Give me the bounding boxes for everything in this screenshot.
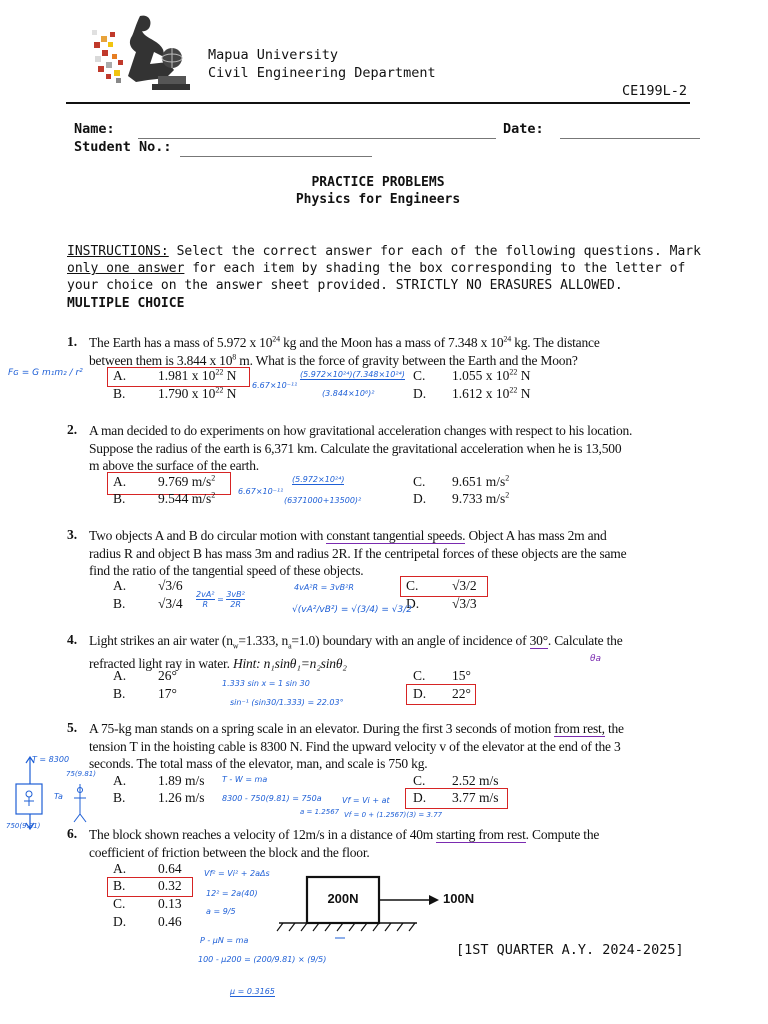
q6-option-b[interactable]: B. 0.32 <box>113 878 182 893</box>
course-code: CE199L-2 <box>622 83 688 99</box>
university-name: Mapua University <box>208 47 339 63</box>
question-2-text: A man decided to do experiments on how gravitational acceleration changes with respect to his location. Suppose the radius of the earth is 6,371 km. Calculate the gravitational acceleration when he is 13,500 m above the surface of the earth. <box>89 423 633 473</box>
q3-note-eq3: √(vA²/vB²) = √(3/4) = √3/2 <box>292 605 412 615</box>
q2-option-b[interactable]: B. 9.544 $m/s^2$ <box>113 490 216 506</box>
q4-option-d[interactable]: D. 22° <box>413 686 471 701</box>
q4-option-a[interactable]: A. 26° <box>113 668 177 683</box>
q6-option-c[interactable]: C. 0.13 <box>113 896 182 911</box>
q1-note-formula: Fɢ = G m₁m₂ / r² <box>8 368 83 378</box>
question-3-text: Two objects A and B do circular motion with constant tangential speeds. Object A has mass 2m and radius R and object B has mass 3m and radius 2R. If the centripetal forces of these objects are the same find the ratio of the tangential speed of these objects. <box>89 528 627 578</box>
block-diagram <box>275 872 515 942</box>
q6-option-d[interactable]: D. 0.46 <box>113 914 182 929</box>
q5-note-eq5: Vf = 0 + (1.2567)(3) = 3.77 <box>344 811 443 819</box>
title-line-2: Physics for Engineers <box>295 192 461 207</box>
q5-note-eq4: Vf = Vi + at <box>342 796 390 805</box>
instructions-emphasis: only one answer <box>67 261 185 276</box>
q2-note-prefix: 6.67×10⁻¹¹ <box>238 487 284 496</box>
student-no-label: Student No.: <box>74 139 172 155</box>
footer-term: [1ST QUARTER A.Y. 2024-2025] <box>456 942 684 958</box>
header-rule <box>66 102 690 104</box>
block-weight-label: 200N <box>327 891 359 906</box>
section-title: MULTIPLE CHOICE <box>67 296 185 311</box>
question-number-5: 5. <box>67 720 78 735</box>
q6-note-eq3: a = 9/5 <box>206 907 236 916</box>
q4-note-eq2: sin⁻¹ (sin30/1.333) = 22.03° <box>230 698 344 707</box>
university-logo <box>92 12 194 94</box>
q4-note-eq1: 1.333 sin x = 1 sin 30 <box>222 679 310 688</box>
name-label: Name: <box>74 121 115 137</box>
q1-note-prefix: 6.67×10⁻¹¹ <box>252 381 298 390</box>
q5-option-d[interactable]: D. 3.77 m/s <box>413 790 499 805</box>
q2-option-d[interactable]: D. 9.733 $m/s^2$ <box>413 490 510 506</box>
date-label: Date: <box>503 121 544 137</box>
title-line-1: PRACTICE PROBLEMS <box>311 175 445 190</box>
q2-option-a[interactable]: A. 9.769 $m/s^2$ <box>113 473 216 489</box>
q1-note-denominator: (3.844×10⁸)² <box>322 389 375 398</box>
date-line[interactable] <box>560 138 700 139</box>
q3-note-eq1: $\frac{\text{2vA²}}{R}$ = $\frac{\text{3vB²}}{2R}$ <box>196 590 245 609</box>
question-number-6: 6. <box>67 826 78 841</box>
q4-option-b[interactable]: B. 17° <box>113 686 177 701</box>
q3-option-a[interactable]: A. √3/6 <box>113 578 183 593</box>
q2-option-c[interactable]: C. 9.651 $m/s^2$ <box>413 473 510 489</box>
q5-option-c[interactable]: C. 2.52 m/s <box>413 773 499 788</box>
q3-option-c[interactable]: C. √3/2 <box>406 578 477 593</box>
q1-option-a[interactable]: A. 1.981 x $10^{22}$ N <box>113 367 237 383</box>
q1-option-b[interactable]: B. 1.790 x $10^{22}$ N <box>113 385 237 401</box>
q1-note-numerator: (5.972×10²⁴)(7.348×10²⁴) <box>300 370 405 379</box>
q3-option-b[interactable]: B. √3/4 <box>113 596 183 611</box>
q6-note-eq4: P - μN = ma <box>200 936 249 945</box>
q6-note-eq6: μ = 0.3165 <box>230 987 275 996</box>
q5-note-eq1: T - W = ma <box>222 775 268 784</box>
q5-note-tension: T = 8300 <box>32 755 70 764</box>
q5-note-weight-man: 75(9.81) <box>66 770 96 778</box>
question-number-4: 4. <box>67 632 78 647</box>
q4-option-c[interactable]: C. 15° <box>413 668 471 683</box>
question-6-text: The block shown reaches a velocity of 12m/s in a distance of 40m starting from rest. Compute the coefficient of friction between the block and the floor. <box>89 827 600 860</box>
instructions: INSTRUCTIONS: Select the correct answer for each of the following questions. Mark only one answer for each item by shading the box corresponding to the letter of your choice on the answer sheet provided. STRICTLY NO ERASURES ALLOWED. <box>67 244 701 293</box>
q1-option-d[interactable]: D. 1.612 x $10^{22}$ N <box>413 385 531 401</box>
name-line[interactable] <box>138 138 496 139</box>
q3-option-d[interactable]: D. √3/3 <box>406 596 477 611</box>
q6-note-eq1: Vf² = Vi² + 2aΔs <box>204 869 270 878</box>
q5-note-weight-total: 750(9.81) <box>6 822 41 830</box>
q5-note-ta: Ta <box>54 792 63 801</box>
q6-option-a[interactable]: A. 0.64 <box>113 861 182 876</box>
q6-note-eq5: 100 - μ200 = (200/9.81) × (9/5) <box>198 955 327 964</box>
q2-note-numerator: (5.972×10²⁴) <box>292 475 345 484</box>
question-4-text: Light strikes an air water ($n_w=1.333$, $n_a=1.0$) boundary with an angle of incidence of 30°. Calculate the refracted light ray in water. Hint: n₁sinθ₁=n₂sinθ₂ <box>89 633 623 672</box>
q6-note-eq2: 12² = 2a(40) <box>206 889 258 898</box>
q4-note-theta: θa <box>590 654 602 664</box>
question-5-text: A 75-kg man stands on a spring scale in an elevator. During the first 3 seconds of motion from rest, the tension T in the hoisting cable is 8300 N. Find the upward velocity v of the elevator at the end of the 3 seconds. The total mass of the elevator, man, and scale is 750 kg. <box>89 721 624 771</box>
student-no-line[interactable] <box>180 156 372 157</box>
instructions-label: INSTRUCTIONS: <box>67 244 169 259</box>
question-number-3: 3. <box>67 527 78 542</box>
q5-option-b[interactable]: B. 1.26 m/s <box>113 790 205 805</box>
question-number-1: 1. <box>67 334 78 349</box>
q5-option-a[interactable]: A. 1.89 m/s <box>113 773 205 788</box>
department-name: Civil Engineering Department <box>208 65 436 81</box>
question-number-2: 2. <box>67 422 78 437</box>
q1-option-c[interactable]: C. 1.055 x $10^{22}$ N <box>413 367 531 383</box>
q3-note-eq2: 4vA²R = 3vB²R <box>294 583 354 592</box>
question-1-text: The Earth has a mass of 5.972 x $10^{24}$ kg and the Moon has a mass of 7.348 x $10^{24}$ kg. The distance between them is 3.844 x $10^8$ m. What is the force of gravity between the Earth and the Moon? <box>89 334 600 368</box>
q5-note-eq2: 8300 - 750(9.81) = 750a <box>222 794 322 803</box>
q5-note-eq3: a = 1.2567 <box>300 808 340 816</box>
q2-note-denominator: (6371000+13500)² <box>284 496 362 505</box>
applied-force-label: 100N <box>443 891 475 906</box>
